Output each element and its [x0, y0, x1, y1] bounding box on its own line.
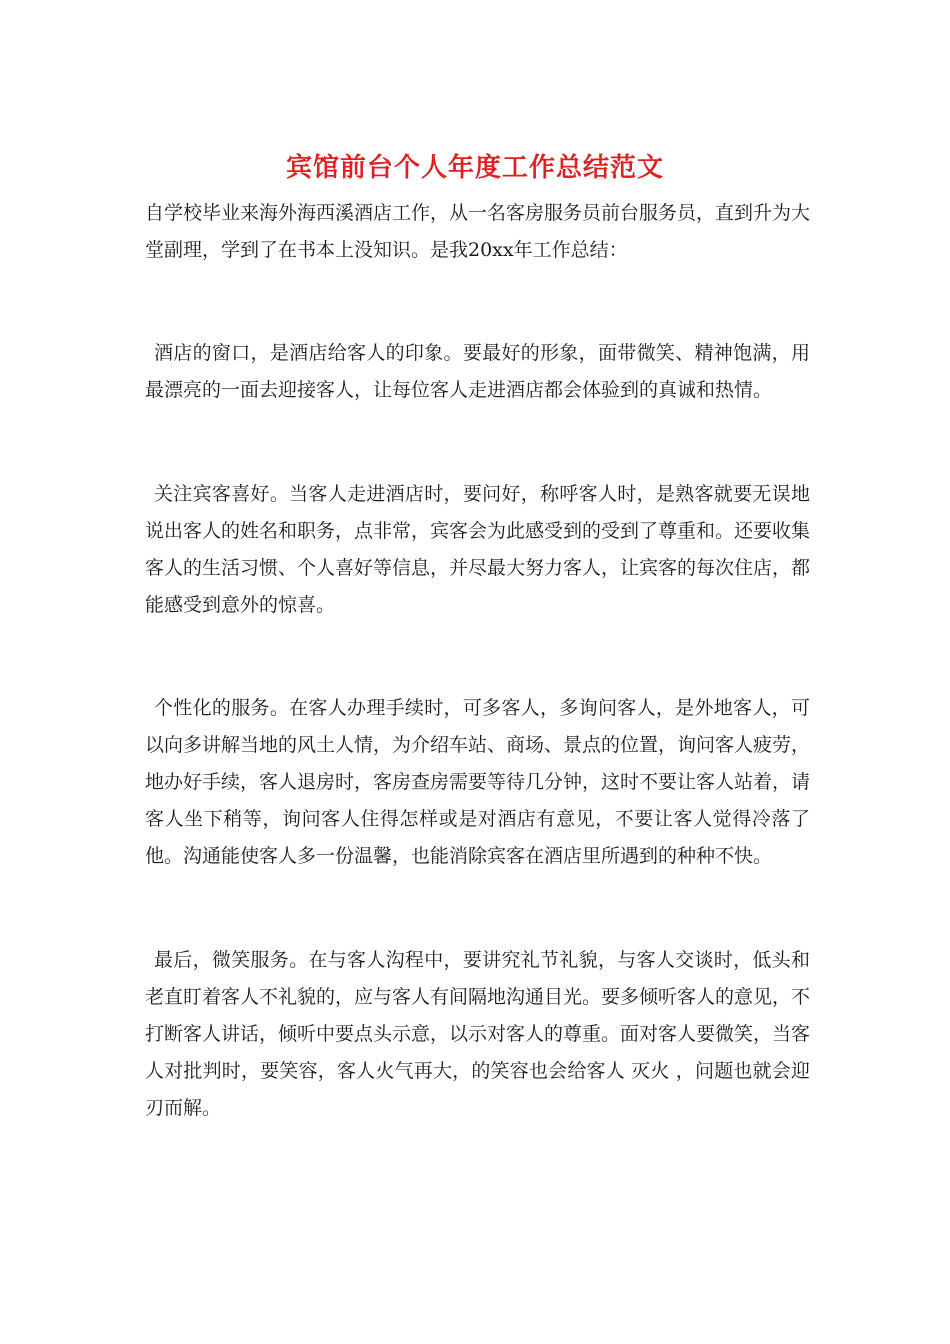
paragraph-window: 酒店的窗口，是酒店给客人的印象。要最好的形象，面带微笑、精神饱满，用最漂亮的一面去迎接客人，让每位客人走进酒店都会体验到的真诚和热情。: [145, 342, 810, 401]
paragraph-preferences: 关注宾客喜好。当客人走进酒店时，要问好，称呼客人时，是熟客就要无误地说出客人的姓名和职务，点非常，宾客会为此感受到的受到了尊重和。还要收集客人的生活习惯、个人喜好等信息，并尽最大努力客人，让宾客的每次住店，都能感受到意外的惊喜。: [145, 483, 811, 616]
document-title: 宾馆前台个人年度工作总结范文: [285, 153, 664, 183]
paragraph-intro: 自学校毕业来海外海西溪酒店工作，从一名客房服务员前台服务员，直到升为大堂副理，学到了在书本上没知识。是我20xx年工作总结：: [145, 202, 811, 261]
paragraph-smile-service: 最后，微笑服务。在与客人沟程中，要讲究礼节礼貌，与客人交谈时，低头和老直盯着客人不礼貌的，应与客人有间隔地沟通目光。要多倾听客人的意见，不打断客人讲话，倾听中要点头示意，以示对客人的尊重。面对客人要微笑，当客人对批判时，要笑容，客人火气再大，的笑容也会给客人 灭火 ，问题也就会迎刃而解。: [145, 949, 811, 1119]
paragraph-personalized-service: 个性化的服务。在客人办理手续时，可多客人，多询问客人，是外地客人，可以向多讲解当地的风土人情，为介绍车站、商场、景点的位置，询问客人疲劳，地办好手续，客人退房时，客房查房需要等待几分钟，这时不要让客人站着，请客人坐下稍等，询问客人住得怎样或是对酒店有意见，不要让客人觉得冷落了他。沟通能使客人多一份温馨，也能消除宾客在酒店里所遇到的种种不快。: [145, 697, 811, 867]
